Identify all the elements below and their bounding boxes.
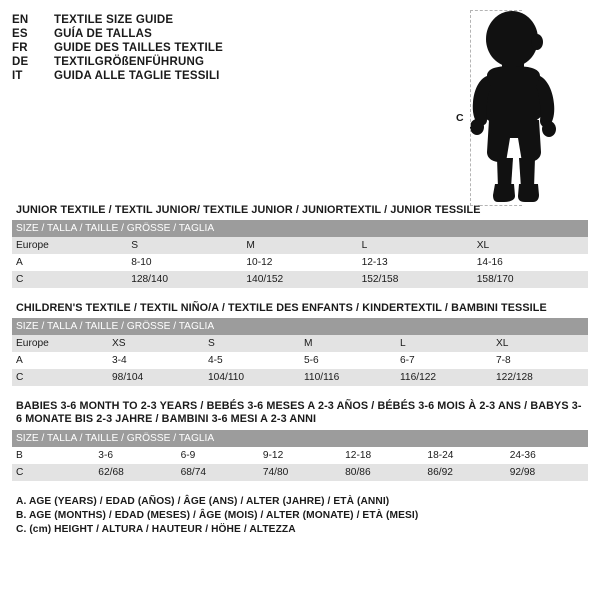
section-babies-textile [12, 398, 588, 481]
baby-figure [440, 6, 590, 206]
footnotes [12, 495, 588, 537]
language-title-es: GUÍA DE TALLAS [54, 28, 152, 40]
table-row [12, 447, 588, 464]
language-code-en: EN [12, 14, 29, 26]
language-row-en [12, 14, 372, 26]
table-header-label: SIZE / TALLA / TAILLE / GRÖSSE / TAGLIA [12, 220, 588, 237]
language-code-fr: FR [12, 42, 28, 54]
cell: 116/122 [396, 369, 492, 386]
cell: 74/80 [259, 464, 341, 481]
row-label: Europe [12, 335, 108, 352]
cell: 4-5 [204, 352, 300, 369]
cell: 6-7 [396, 352, 492, 369]
language-code-it: IT [12, 70, 23, 82]
size-table-junior [12, 220, 588, 288]
footnote-a: A. AGE (YEARS) / EDAD (AÑOS) / ÂGE (ANS) / ALTER (JAHRE) / ETÀ (ANNI) [16, 496, 390, 507]
height-guide-line [470, 10, 471, 206]
footnote-c: C. (cm) HEIGHT / ALTURA / HAUTEUR / HÖHE / ALTEZZA [16, 524, 296, 535]
row-label: C [12, 464, 94, 481]
language-code-es: ES [12, 28, 28, 40]
cell: L [396, 335, 492, 352]
table-row [12, 271, 588, 288]
language-title-it: GUIDA ALLE TAGLIE TESSILI [54, 70, 220, 82]
cell: 18-24 [423, 447, 505, 464]
cell: S [204, 335, 300, 352]
cell: 8-10 [127, 254, 242, 271]
row-label: A [12, 352, 108, 369]
footnote-b: B. AGE (MONTHS) / EDAD (MESES) / ÂGE (MOIS) / ALTER (MONATE) / ETÀ (MESI) [16, 510, 419, 521]
cell: 12-13 [358, 254, 473, 271]
section-junior-textile [12, 202, 588, 288]
cell: 110/116 [300, 369, 396, 386]
size-table-childrens [12, 318, 588, 386]
row-label: Europe [12, 237, 127, 254]
language-list [12, 14, 372, 84]
size-table-babies [12, 430, 588, 481]
cell: 98/104 [108, 369, 204, 386]
height-measure-label: C [456, 112, 464, 124]
cell: 86/92 [423, 464, 505, 481]
table-header-row [12, 220, 588, 237]
cell: L [358, 237, 473, 254]
row-label: B [12, 447, 94, 464]
row-label: C [12, 369, 108, 386]
cell: 92/98 [506, 464, 588, 481]
language-row-es [12, 28, 372, 40]
cell: 3-4 [108, 352, 204, 369]
cell: S [127, 237, 242, 254]
cell: 5-6 [300, 352, 396, 369]
cell: 10-12 [242, 254, 357, 271]
cell: 9-12 [259, 447, 341, 464]
cell: 80/86 [341, 464, 423, 481]
table-header-row [12, 318, 588, 335]
cell: M [242, 237, 357, 254]
language-row-it [12, 70, 372, 82]
table-row [12, 464, 588, 481]
language-row-de [12, 56, 372, 68]
height-guide-top-tick [470, 10, 522, 11]
cell: XL [492, 335, 588, 352]
cell: 152/158 [358, 271, 473, 288]
table-row [12, 335, 588, 352]
cell: 14-16 [473, 254, 588, 271]
language-title-fr: GUIDE DES TAILLES TEXTILE [54, 42, 223, 54]
cell: 7-8 [492, 352, 588, 369]
baby-silhouette-icon [440, 6, 590, 206]
table-row [12, 254, 588, 271]
row-label: C [12, 271, 127, 288]
table-header-label: SIZE / TALLA / TAILLE / GRÖSSE / TAGLIA [12, 318, 588, 335]
cell: 68/74 [177, 464, 259, 481]
table-row [12, 369, 588, 386]
section-childrens-textile [12, 300, 588, 386]
section-title-babies: BABIES 3-6 MONTH TO 2-3 YEARS / BEBÉS 3-6 MESES A 2-3 AÑOS / BÉBÉS 3-6 MOIS À 2-3 ANS / BABYS 3-6 MONATE BIS 2-3 JAHRE / BAMBINI 3-6 MESI A 2-3 ANNI [16, 400, 582, 425]
cell: XL [473, 237, 588, 254]
cell: 62/68 [94, 464, 176, 481]
cell: 12-18 [341, 447, 423, 464]
section-title-junior: JUNIOR TEXTILE / TEXTIL JUNIOR/ TEXTILE JUNIOR / JUNIORTEXTIL / JUNIOR TESSILE [16, 204, 481, 216]
cell: 104/110 [204, 369, 300, 386]
cell: 122/128 [492, 369, 588, 386]
cell: 128/140 [127, 271, 242, 288]
table-row [12, 237, 588, 254]
table-row [12, 352, 588, 369]
table-header-label: SIZE / TALLA / TAILLE / GRÖSSE / TAGLIA [12, 430, 588, 447]
cell: 158/170 [473, 271, 588, 288]
cell: M [300, 335, 396, 352]
cell: 3-6 [94, 447, 176, 464]
language-code-de: DE [12, 56, 29, 68]
row-label: A [12, 254, 127, 271]
language-title-en: TEXTILE SIZE GUIDE [54, 14, 174, 26]
cell: 24-36 [506, 447, 588, 464]
cell: 140/152 [242, 271, 357, 288]
language-row-fr [12, 42, 372, 54]
language-title-de: TEXTILGRÖßENFÜHRUNG [54, 56, 205, 68]
cell: XS [108, 335, 204, 352]
cell: 6-9 [177, 447, 259, 464]
table-header-row [12, 430, 588, 447]
section-title-childrens: CHILDREN'S TEXTILE / TEXTIL NIÑO/A / TEXTILE DES ENFANTS / KINDERTEXTIL / BAMBINI TESSILE [16, 302, 547, 314]
height-guide-bottom-tick [470, 205, 522, 206]
